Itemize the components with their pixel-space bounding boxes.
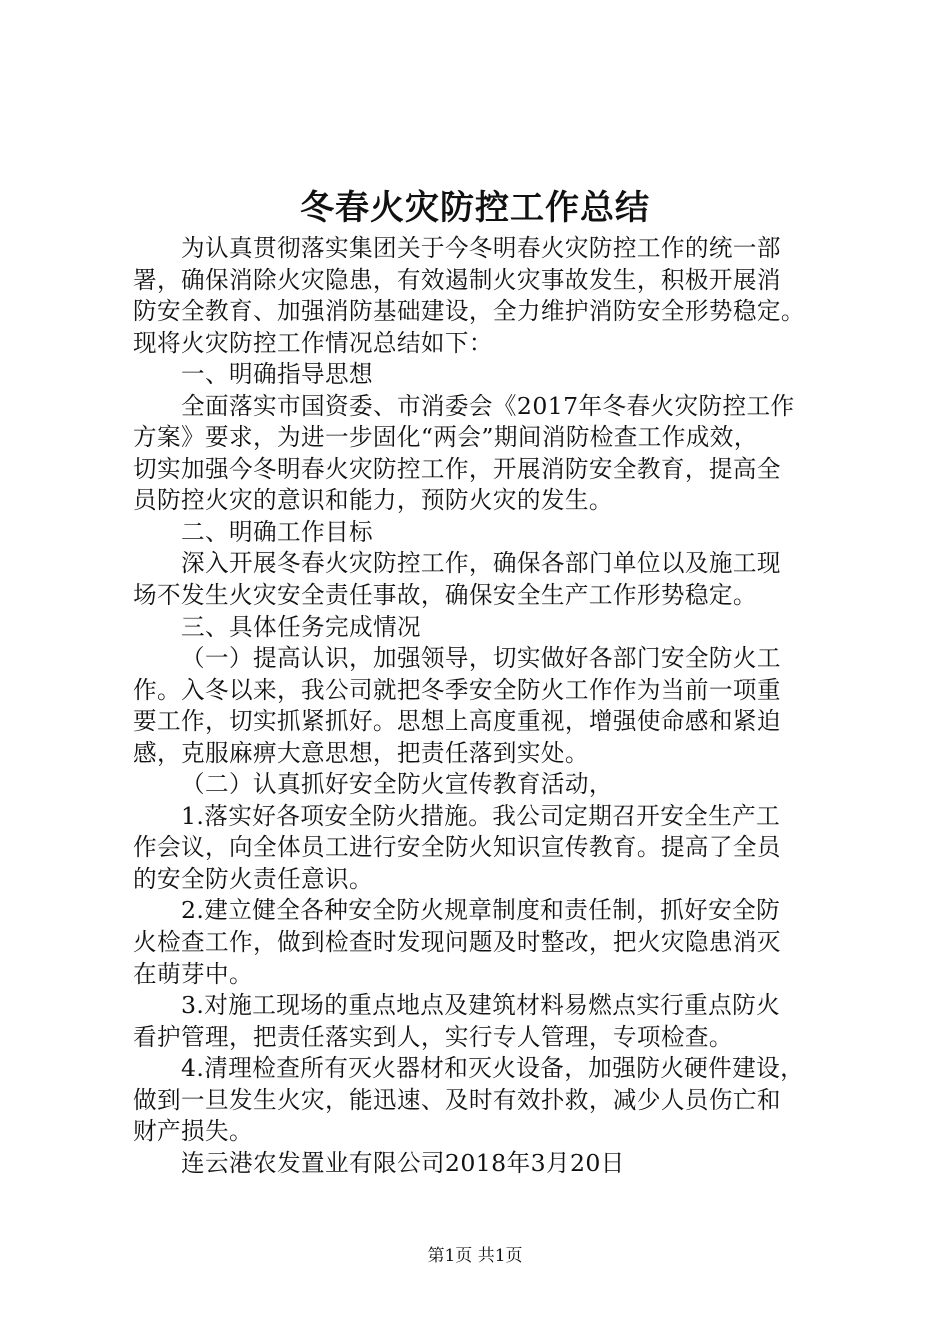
text-line: 要工作，切实抓紧抓好。思想上高度重视，增强使命感和紧迫 bbox=[133, 707, 781, 736]
text-line: 看护管理，把责任落实到人，实行专人管理，专项检查。 bbox=[133, 1022, 733, 1051]
text-line: 4.清理检查所有灭火器材和灭火设备，加强防火硬件建设， bbox=[181, 1054, 805, 1083]
text-line: 三、具体任务完成情况 bbox=[181, 612, 421, 641]
text-line: 作。入冬以来，我公司就把冬季安全防火工作作为当前一项重 bbox=[133, 675, 781, 704]
text-line: 场不发生火灾安全责任事故，确保安全生产工作形势稳定。 bbox=[133, 581, 757, 610]
text-line: 财产损失。 bbox=[133, 1117, 253, 1146]
text-line: 一、明确指导思想 bbox=[181, 360, 373, 389]
text-line: 深入开展冬春火灾防控工作，确保各部门单位以及施工现 bbox=[181, 549, 781, 578]
text-line: 二、明确工作目标 bbox=[181, 517, 373, 546]
text-line: 1.落实好各项安全防火措施。我公司定期召开安全生产工 bbox=[181, 801, 781, 830]
text-line: 感，克服麻痹大意思想，把责任落到实处。 bbox=[133, 738, 589, 767]
text-line: 3.对施工现场的重点地点及建筑材料易燃点实行重点防火 bbox=[181, 991, 781, 1020]
text-line: 做到一旦发生火灾，能迅速、及时有效扑救，减少人员伤亡和 bbox=[133, 1085, 781, 1114]
text-line: 2.建立健全各种安全防火规章制度和责任制，抓好安全防 bbox=[181, 896, 781, 925]
text-line: 火检查工作，做到检查时发现问题及时整改，把火灾隐患消灭 bbox=[133, 928, 781, 957]
text-line: 切实加强今冬明春火灾防控工作，开展消防安全教育，提高全 bbox=[133, 454, 781, 483]
document-title: 冬春火灾防控工作总结 bbox=[300, 188, 650, 228]
text-line: （二）认真抓好安全防火宣传教育活动， bbox=[181, 770, 613, 799]
text-line: 连云港农发置业有限公司2018年3月20日 bbox=[181, 1148, 625, 1177]
text-line: （一）提高认识，加强领导，切实做好各部门安全防火工 bbox=[181, 644, 781, 673]
text-line: 署，确保消除火灾隐患，有效遏制火灾事故发生，积极开展消 bbox=[133, 265, 781, 294]
text-line: 方案》要求，为进一步固化“两会”期间消防检查工作成效， bbox=[133, 423, 758, 452]
text-line: 作会议，向全体员工进行安全防火知识宣传教育。提高了全员 bbox=[133, 833, 781, 862]
document-body bbox=[133, 233, 843, 1179]
text-line: 的安全防火责任意识。 bbox=[133, 864, 373, 893]
text-line: 员防控火灾的意识和能力，预防火灾的发生。 bbox=[133, 486, 613, 515]
page-footer: 第1页 共1页 bbox=[427, 1246, 523, 1266]
text-line: 在萌芽中。 bbox=[133, 959, 253, 988]
text-line: 为认真贯彻落实集团关于今冬明春火灾防控工作的统一部 bbox=[181, 234, 781, 262]
text-line: 全面落实市国资委、市消委会《2017年冬春火灾防控工作 bbox=[181, 391, 795, 420]
text-line: 防安全教育、加强消防基础建设，全力维护消防安全形势稳定。 bbox=[133, 297, 805, 326]
text-line: 现将火灾防控工作情况总结如下： bbox=[133, 328, 493, 357]
